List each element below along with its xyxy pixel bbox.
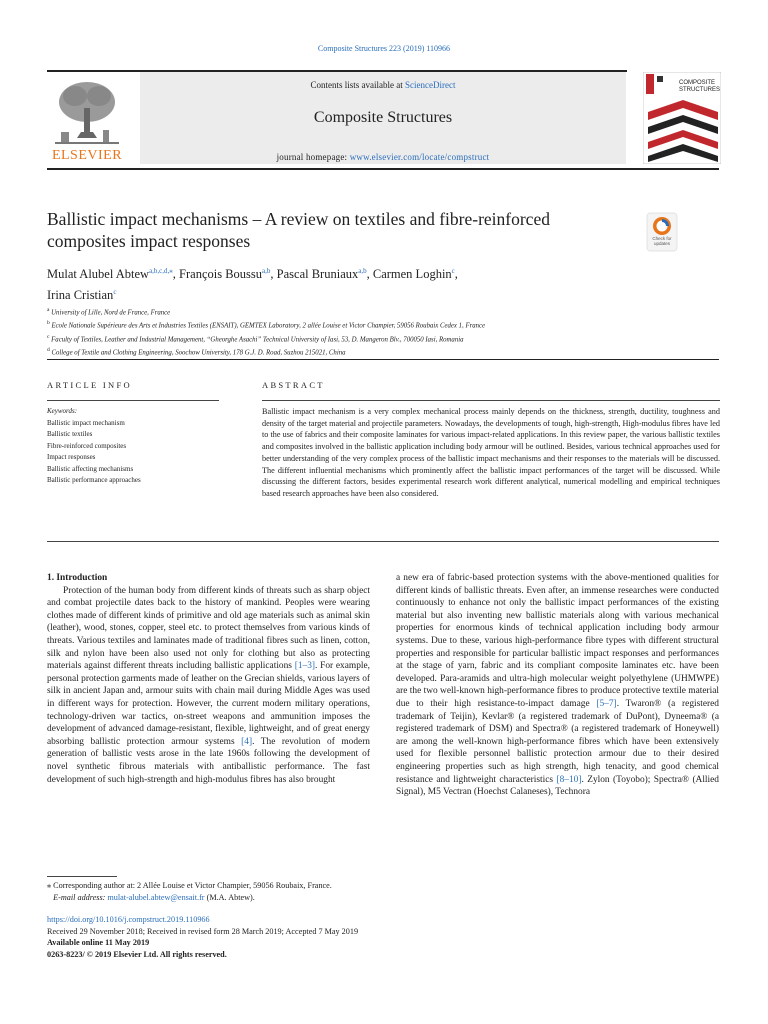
sciencedirect-link[interactable]: ScienceDirect xyxy=(405,80,456,90)
intro-paragraph-left: Protection of the human body from different kinds of threats such as sharp object and combat projectile dates back to the history of mankind. Peoples were wearing clothes made of different kinds of primitive and old age materials such as animal skin (leather), wood, stones, copper, steel etc. to protect themselves from various kinds of threats. Various textiles and laminates made of traditional fibres such as linen, cotton, silk and nylon have been also used not only for clothing but also as protecting materials against different threats including ballistic applications [1–3]. For example, personal protection garments made of leather on the Grecian shields, various layers of silk in ancient Japan and, armour suits with chain mail during Middle Ages was used in different ways for protection. However, the current modern military operations, technology-driven war tactics, on-street weapons and ammunition imposes the development of advanced damage-resistant, flexible, lightweight, and of great energy absorbing ballistic protection armour systems [4]. The revolution of modern generation of ballistic vests arose in the late 1960s following the development of novel synthetic fibrous materials with antiballistic performance. The fast development of such high-strength and high-modulus fibres has also brought xyxy=(47,585,370,785)
section-heading-introduction: 1. Introduction xyxy=(47,573,108,583)
abstract-heading: ABSTRACT xyxy=(262,380,325,390)
author-name[interactable]: Pascal Bruniaux xyxy=(276,267,359,282)
citation-link[interactable]: [8–10] xyxy=(556,774,582,785)
author-name[interactable]: Carmen Loghin xyxy=(372,267,452,282)
intro-paragraph-right: a new era of fabric-based protection systems with the above-mentioned qualities for different kinds of ballistic threats. Even after, an immense researches were conducted continuously to enhance not only the ballistic impact performances of the existing material but also inventing new ballistic materials along with various mechanical properties for enormous kinds of technical application including body armour systems. Due to these, various high-performance fibre types with different structural properties and responsible for particular ballistic impact responses and performances at the stage of yarn, fabric and its compliant composite laminates etc. have been developed. Para-aramids and ultra-high molecular weight polyethylene (UHMWPE) are the two well-known high-performance fibres to produce protective textile material due to their high resistance-to-impact damage [5–7]. Twaron® (a registered trademark of Teijin), Kevlar® (a registered trademark of DuPont), Dyneema® (a registered trademark of DSM) and Spectra® (a registered trademark of Honeywell) are among the well-known high-performance fibres which have been extensively used for flexible personnel ballistic protection armour due to their desired engineering properties such as high strength, high tenacity, and good chemical resistance and lightweight characteristics [8–10]. Zylon (Toyobo); Spectra® (Allied Signal), M5 Vectran (Hoechst Calaneses), Technora xyxy=(396,573,719,798)
keyword-item: Ballistic affecting mechanisms xyxy=(47,464,134,473)
author-affiliation-marker[interactable]: a,b xyxy=(262,267,271,275)
abstract-text: Ballistic impact mechanism is a very complex mechanical process mainly depends on the thickness, strength, ductility, toughness and density of the target material and projectile parameters. Nowadays, the developments of tough, high-strength, High-modulus fibres have led to the use of fabrics and their composite laminates for various impact-related applications. In this review paper, the various ballistic textiles and composites involved in the ballistic application including body armour will be outlined. Besides, various technical approaches used for better understanding of the very complex process of the ballistic impact mechanisms and their responses to the materials will be discussed. The different influential mechanisms which prominently affect the ballistic impact performances of the target will be discussed. While discussing the different factors, besides experimental research work different analytical, numerical modelling and empirical techniques based research approaches have been also considered. xyxy=(262,407,720,498)
keyword-item: Ballistic impact mechanism xyxy=(47,418,125,427)
keyword-item: Impact responses xyxy=(47,453,96,461)
citation-link[interactable]: [5–7] xyxy=(596,698,617,709)
author-affiliation-marker[interactable]: c xyxy=(451,267,455,275)
check-for-updates-label: Check for updates xyxy=(652,236,672,246)
journal-citation[interactable]: Composite Structures 223 (2019) 110966 xyxy=(317,44,451,53)
corresponding-author-footnote: ⁎ Corresponding author at: 2 Allée Louise et Victor Champier, 59056 Roubaix, France. E-mail address: mulat-alubel.abtew@ensait.fr (M.A. Abtew). xyxy=(47,881,332,902)
abstract-bottom-rule xyxy=(47,541,719,542)
citation-link[interactable]: [4] xyxy=(241,736,253,747)
affiliation-list xyxy=(47,305,687,358)
author-name[interactable]: Irina Cristian xyxy=(47,288,114,303)
footnote-rule xyxy=(47,876,117,877)
citation-link[interactable]: [1–3] xyxy=(294,661,316,672)
publication-info xyxy=(47,914,647,960)
cover-title-line-1: COMPOSITE xyxy=(679,80,716,86)
author-name[interactable]: Mulat Alubel Abtew xyxy=(47,267,150,282)
affiliation-item: $^a$ University of Lille, Nord de France, France xyxy=(47,307,171,317)
affiliation-item: $^b$ Ecole Nationale Supérieure des Arts et Industries Textiles (ENSAIT), GEMTEX Laboratory, 2 allée Louise et Victor Champier, 59056 Roubaix Cedex 1, France xyxy=(47,320,486,330)
author-affiliation-marker[interactable]: a,b xyxy=(358,267,367,275)
keywords-label: Keywords: xyxy=(47,407,78,415)
keywords-block xyxy=(47,406,222,487)
doi-link[interactable]: https://doi.org/10.1016/j.compstruct.2019.110966 xyxy=(47,915,210,924)
copyright-line: 0263-8223/ © 2019 Elsevier Ltd. All rights reserved. xyxy=(47,949,227,959)
author-affiliation-marker[interactable]: c xyxy=(113,288,117,297)
keyword-item: Fibre-reinforced composites xyxy=(47,441,127,450)
keyword-item: Ballistic textiles xyxy=(47,430,93,438)
abstract-rule xyxy=(262,400,720,401)
author-affiliation-marker[interactable]: a,b,c,d,⁎ xyxy=(149,267,173,275)
body-column-left xyxy=(47,572,370,786)
author-email-link[interactable]: mulat-alubel.abtew@ensait.fr xyxy=(107,893,205,902)
homepage-link[interactable]: www.elsevier.com/locate/compstruct xyxy=(349,152,490,162)
journal-cover-icon[interactable] xyxy=(643,72,721,164)
received-dates: Received 29 November 2018; Received in revised form 28 March 2019; Accepted 7 May 2019 xyxy=(47,926,359,936)
keyword-item: Ballistic performance approaches xyxy=(47,476,141,484)
check-for-updates-icon[interactable] xyxy=(646,212,678,252)
affiliation-item: $^d$ College of Textile and Clothing Engineering, Soochow University, 178 G.J. D. Road, Suzhou 215021, China xyxy=(47,346,346,357)
cover-title-line-2: STRUCTURES xyxy=(679,87,721,93)
contents-line: Contents lists available at ScienceDirect xyxy=(310,80,456,90)
journal-homepage: journal homepage: www.elsevier.com/locate/compstruct xyxy=(276,152,490,162)
article-info-heading: ARTICLE INFO xyxy=(47,380,132,390)
header-bottom-rule xyxy=(47,168,719,170)
journal-name: Composite Structures xyxy=(313,109,453,126)
author-name[interactable]: François Boussu xyxy=(179,267,263,282)
article-title: Ballistic impact mechanisms – A review on textiles and fibre-reinforced composites impact responses xyxy=(47,209,550,251)
elsevier-wordmark: ELSEVIER xyxy=(51,148,123,163)
author-list: Mulat Alubel Abtew$^{a,b,c,d,⁎}$, François Boussu$^{a,b}$, Pascal Bruniaux$^{a,b}$, Carmen Loghin$^c$, Irina Cristian$^c$ xyxy=(47,267,458,303)
article-info-rule xyxy=(47,400,219,401)
body-column-right xyxy=(396,572,719,799)
affiliation-rule xyxy=(47,359,719,360)
available-online: Available online 11 May 2019 xyxy=(47,938,150,947)
affiliation-item: $^c$ Faculty of Textiles, Leather and Industrial Management, “Gheorghe Asachi” Technical University of Iasi, 53, D. Mangeron Blv., 700050 Iasi, Romania xyxy=(47,333,464,343)
